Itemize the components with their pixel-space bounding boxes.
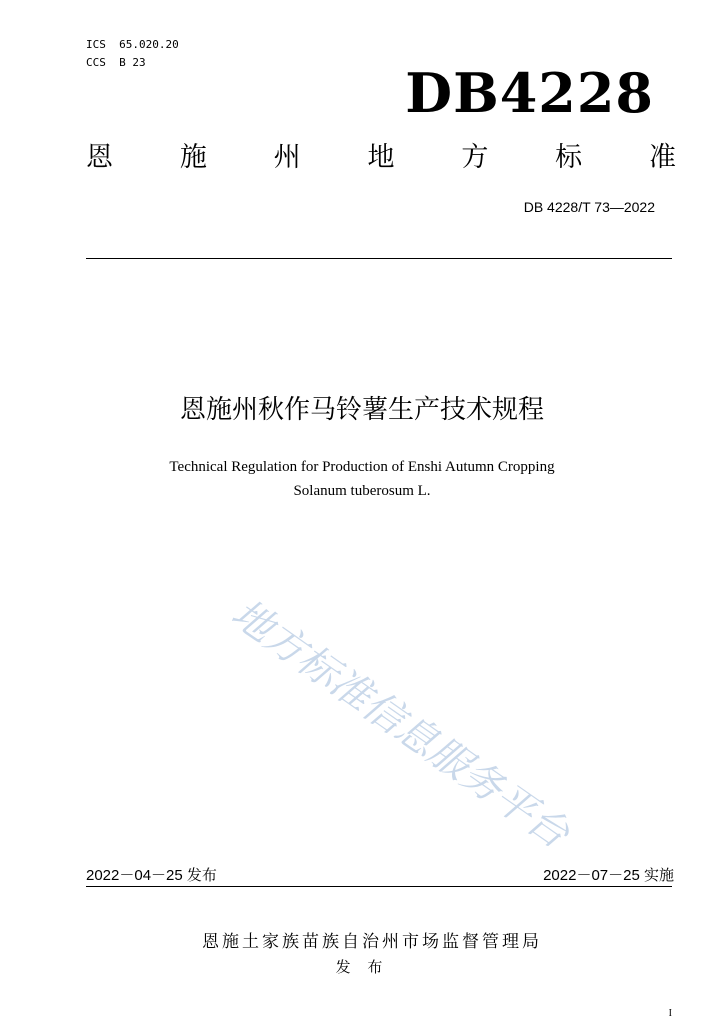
bottom-divider bbox=[86, 886, 672, 887]
standard-type-char: 标 bbox=[555, 142, 583, 173]
top-divider bbox=[86, 258, 672, 259]
release-date: 2022－04－25 发布 bbox=[86, 867, 217, 884]
standard-type-title bbox=[86, 140, 676, 176]
title-chinese: 恩施州秋作马铃薯生产技术规程 bbox=[179, 395, 544, 425]
standard-number: DB 4228/T 73—2022 bbox=[523, 199, 655, 215]
implementation-date: 2022－07－25 实施 bbox=[543, 867, 674, 884]
standard-type-char: 地 bbox=[367, 142, 395, 173]
standard-type-char: 准 bbox=[648, 142, 676, 173]
standard-type-char: 恩 bbox=[86, 142, 113, 173]
publisher: 恩施土家族苗族自治州市场监督管理局 bbox=[202, 932, 542, 952]
page-number: I bbox=[668, 1008, 672, 1019]
ics-code: ICS 65.020.20 bbox=[86, 38, 179, 51]
watermark: 地方标准信息服务平台 bbox=[222, 590, 578, 858]
publish-label: 发 布 bbox=[335, 958, 389, 976]
standard-type-char: 方 bbox=[461, 142, 489, 173]
title-english-line2: Solanum tuberosum L. bbox=[293, 483, 431, 499]
db-logo: DB4228 bbox=[405, 61, 654, 125]
title-english-line1: Technical Regulation for Production of Enshi Autumn Cropping bbox=[169, 459, 555, 475]
standard-type-char: 施 bbox=[179, 142, 207, 173]
standard-type-char: 州 bbox=[273, 142, 301, 173]
ccs-code: CCS B 23 bbox=[86, 56, 146, 69]
